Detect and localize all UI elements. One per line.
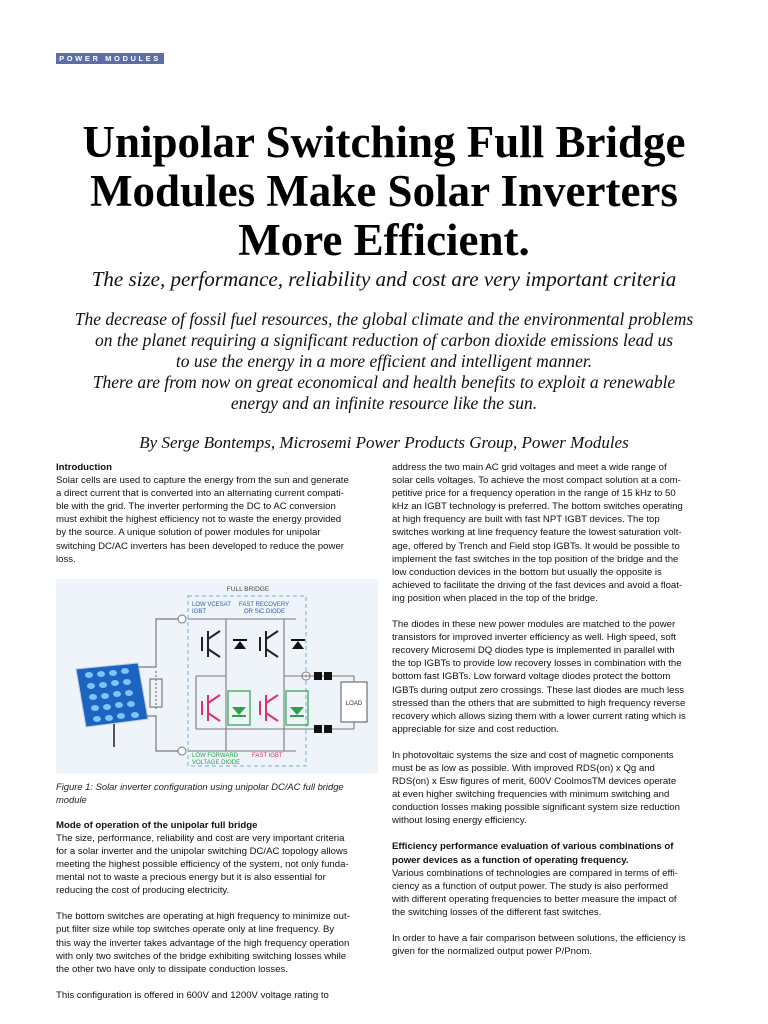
text-line: The bottom switches are operating at high frequency to minimize out- (56, 911, 350, 923)
intro-paragraph (56, 474, 378, 566)
text-line: the other two have only to dissipate conduction losses. (56, 963, 288, 975)
caption-line: module (56, 793, 87, 805)
text-line: low conduction devices in the bottom but usually the opposite is (392, 566, 662, 578)
text-line: Solar cells are used to capture the energy from the sun and generate (56, 475, 349, 487)
text-line: bottom fast IGBTs. Low forward voltage diodes protect the bottom (392, 671, 671, 683)
intro-heading: Introduction (56, 462, 112, 473)
text-line: must exhibit the highest efficiency not to waste the energy provided (56, 514, 342, 526)
comparison-paragraph (392, 932, 714, 958)
article-abstract (40, 309, 728, 414)
text-line: this way the inverter takes advantage of the high frequency operation (56, 937, 350, 949)
efficiency-paragraph (392, 867, 714, 919)
text-line: with different operating frequencies to better measure the impact of (392, 893, 677, 905)
text-line: achieved to facilitate the driving of the fast devices and avoid a float- (392, 579, 683, 591)
label-fast-recovery: FAST RECOVERY (239, 601, 290, 608)
text-line: ing position when placed in the top of the bridge. (392, 592, 598, 604)
text-line: stressed than the others that are submitted to high frequency reverse (392, 697, 686, 709)
text-line: solar cells voltages. To achieve the most compact solution at a com- (392, 475, 681, 487)
text-line: The size, performance, reliability and cost are very important criteria (56, 832, 345, 844)
text-line: age, offered by Trench and Field stop IGBTs. It would be possible to (392, 540, 680, 552)
configuration-paragraph (56, 989, 378, 1002)
text-line: In photovoltaic systems the size and cost of magnetic components (392, 749, 674, 761)
label-igbt: IGBT (192, 608, 207, 615)
grid-voltage-paragraph (392, 461, 714, 605)
text-line: implement the fast switches in the top position of the bridge and the (392, 553, 679, 565)
text-line: must be as low as possible. With improved RDS(on) x Qg and (392, 762, 655, 774)
text-line: put filter size while top switches operate only at line frequency. By (56, 924, 335, 936)
text-line: recovery which allows sizing them with a lower current rating which is (392, 710, 686, 722)
text-line: This configuration is offered in 600V and 1200V voltage rating to (56, 989, 329, 1001)
photovoltaic-paragraph (392, 749, 714, 828)
mode-heading: Mode of operation of the unipolar full bridge (56, 819, 258, 831)
text-line: given for the normalized output power P/Pnom. (392, 946, 592, 958)
abstract-line: energy and an infinite resource like the sun. (230, 393, 538, 413)
text-line: mental not to waste a precious energy but it is also essential for (56, 872, 326, 884)
text-line: at even higher switching frequencies with minimum switching and (392, 789, 670, 801)
figure-caption (56, 780, 378, 806)
text-line: recovery Microsemi DQ diodes type is implemented in parallel with (392, 645, 675, 657)
label-voltage-diode: VOLTAGE DIODE (192, 759, 241, 766)
label-sic-diode: OR SiC DIODE (244, 608, 286, 615)
text-line: ciency as a function of output power. The study is also performed (392, 880, 669, 892)
heading-line: power devices as a function of operating frequency. (392, 854, 629, 866)
left-column (56, 461, 378, 1015)
text-line: address the two main AC grid voltages and meet a wide range of (392, 462, 667, 473)
text-line: with only two switches of the bridge exhibiting switching losses while (56, 950, 347, 962)
solar-inverter-figure (56, 579, 378, 774)
label-low-forward: LOW FORWARD (192, 752, 238, 759)
text-line: switching DC/AC inverters has been developed to reduce the power (56, 540, 344, 552)
label-load: LOAD (345, 700, 363, 707)
text-line: switches working at line frequency feature the lowest saturation volt- (392, 527, 682, 539)
text-line: transistors for improved inverter efficiency as well. High speed, soft (392, 632, 677, 644)
right-column (392, 461, 714, 971)
text-line: conduction losses making possible significant system size reduction (392, 802, 680, 814)
label-fast-igbt: FAST IGBT (252, 752, 283, 759)
text-line: ble with the grid. The inverter performing the DC to AC conversion (56, 501, 336, 513)
abstract-line: to use the energy in a more efficient and intelligent manner. (175, 351, 593, 371)
text-line: loss. (56, 553, 76, 565)
text-line: kHz an IGBT technology is preferred. The bottom switches operating (392, 501, 683, 513)
text-line: a direct current that is converted into an alternating current compati- (56, 488, 344, 500)
label-full-bridge: FULL BRIDGE (226, 585, 270, 593)
text-line: RDS(on) x Esw figures of merit, 600V CoolmosTM devices operate (392, 776, 677, 788)
text-line: at high frequency are built with fast NPT IGBT devices. The top (392, 514, 660, 526)
efficiency-heading (392, 840, 714, 866)
article-title: Unipolar Switching Full Bridge Modules Make Solar Inverters More Efficient. (82, 117, 686, 265)
text-line: reducing the cost of producing electricity. (56, 885, 230, 897)
abstract-line: on the planet requiring a significant reduction of carbon dioxide emissions lead us (94, 330, 674, 350)
caption-line: Figure 1: Solar inverter configuration using unipolar DC/AC full bridge (56, 780, 344, 792)
heading-line: Efficiency performance evaluation of various combinations of (392, 841, 674, 853)
bottom-switches-paragraph (56, 910, 378, 975)
text-line: meeting the highest possible efficiency of the system, not only funda- (56, 859, 349, 871)
text-line: for a solar inverter and the unipolar switching DC/AC topology allows (56, 845, 348, 857)
mode-paragraph (56, 832, 378, 897)
text-line: the top IGBTs to provide low recovery losses in combination with the (392, 658, 682, 670)
article-subtitle: The size, performance, reliability and cost are very important criteria (91, 267, 677, 291)
text-line: without losing energy efficiency. (392, 815, 527, 827)
text-line: In order to have a fair comparison between solutions, the efficiency is (392, 933, 686, 944)
byline: By Serge Bontemps, Microsemi Power Products Group, Power Modules (139, 433, 629, 452)
text-line: petitive price for a frequency operation in the range of 15 kHz to 50 (392, 488, 676, 500)
abstract-line: The decrease of fossil fuel resources, the global climate and the environmental problems (74, 309, 694, 329)
label-low-vcesat: LOW VCESAT (192, 601, 231, 608)
text-line: appreciable for size and cost reduction. (392, 723, 559, 735)
inverter-diagram (56, 579, 378, 774)
section-tag: POWER MODULES (56, 53, 164, 64)
text-line: IGBTs during output zero crossings. These last diodes are much less (392, 684, 685, 696)
text-line: The diodes in these new power modules are matched to the power (392, 619, 676, 631)
diodes-paragraph (392, 618, 714, 736)
text-line: by the source. A unique solution of power modules for unipolar (56, 527, 321, 539)
abstract-line: There are from now on great economical and health benefits to exploit a renewable (92, 372, 676, 392)
text-line: Various combinations of technologies are compared in terms of effi- (392, 867, 679, 879)
text-line: the switching losses of the different fast switches. (392, 906, 602, 918)
